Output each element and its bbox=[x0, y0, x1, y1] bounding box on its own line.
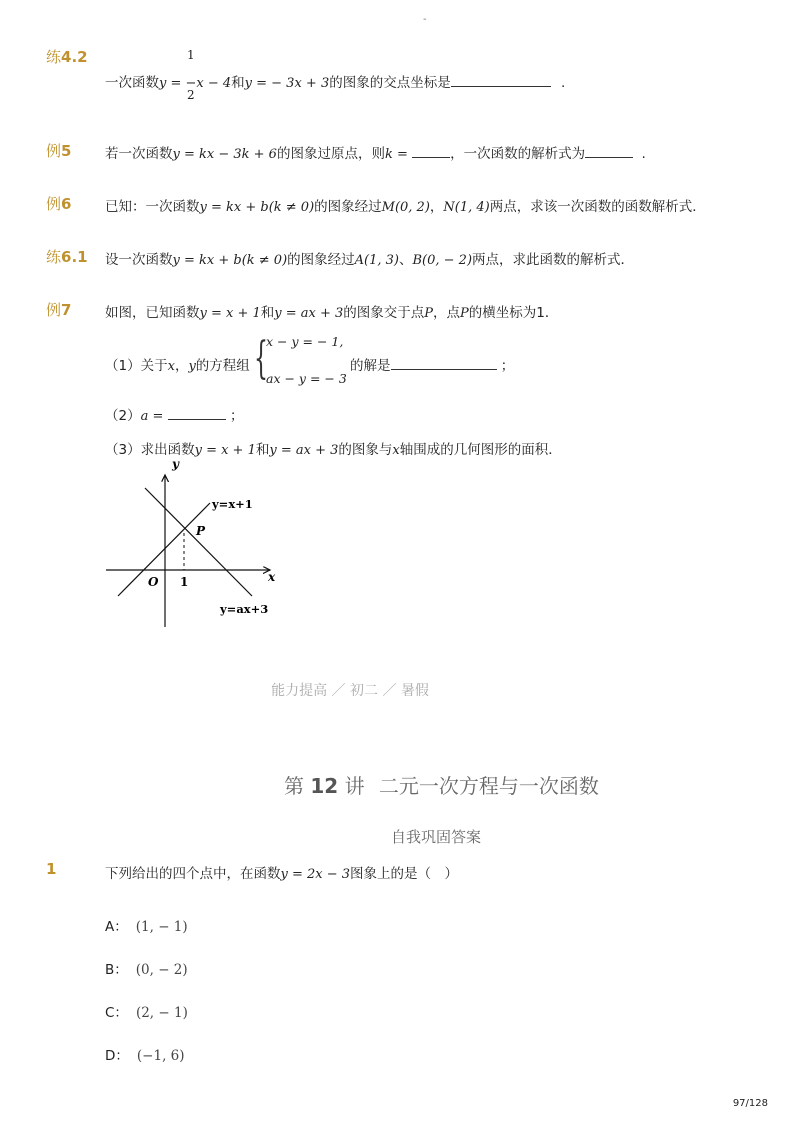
text: 的图象与 bbox=[338, 442, 393, 458]
y-axis-label: y bbox=[172, 457, 179, 471]
page-footer: 能力提高 ／ 初二 ／ 暑假 bbox=[271, 683, 429, 699]
label-prefix: 练 bbox=[46, 48, 62, 66]
section-subtitle: 自我巩固答案 bbox=[391, 828, 482, 846]
math-expression: y = x + 1 bbox=[194, 443, 256, 458]
question-1-text bbox=[105, 862, 458, 882]
label-number: 1 bbox=[46, 860, 57, 878]
text: 的方程组 bbox=[195, 358, 250, 374]
option-value: (0, − 2) bbox=[135, 962, 188, 978]
label-prefix: 例 bbox=[46, 195, 62, 213]
option-value: (−1, 6) bbox=[136, 1048, 185, 1064]
system-equation-2: ax − y = − 3 bbox=[266, 371, 347, 386]
math-expression: y = ax + 3 bbox=[269, 443, 339, 458]
text: 轴围成的几何图形的面积． bbox=[399, 442, 562, 458]
math-expression: a = bbox=[140, 409, 164, 424]
page-number: 97/128 bbox=[732, 1098, 768, 1109]
example-5-text bbox=[105, 142, 646, 162]
text: 设一次函数 bbox=[105, 252, 173, 268]
option-value: (1, − 1) bbox=[135, 919, 188, 935]
semicolon: ； bbox=[229, 408, 244, 424]
question-number-1 bbox=[46, 860, 56, 878]
label-number: 7 bbox=[61, 301, 72, 319]
answer-blank[interactable] bbox=[412, 145, 450, 158]
chapter-heading bbox=[284, 770, 599, 799]
option-letter: D： bbox=[105, 1048, 129, 1064]
origin-label: O bbox=[148, 575, 159, 589]
text: 两点，求此函数的解析式． bbox=[472, 252, 635, 268]
separator: ， bbox=[174, 358, 189, 374]
option-letter: C： bbox=[105, 1005, 128, 1021]
text: （2） bbox=[105, 408, 141, 424]
chapter-number: 12 bbox=[310, 774, 339, 798]
math-expression: N(1, 4) bbox=[443, 200, 490, 215]
text: 和 bbox=[231, 75, 245, 91]
text: 一次函数 bbox=[105, 75, 159, 91]
text: 下列给出的四个点中，在函数 bbox=[105, 866, 281, 882]
answer-blank[interactable] bbox=[585, 145, 633, 158]
label-number: 6 bbox=[61, 195, 72, 213]
option-d[interactable] bbox=[105, 1044, 185, 1064]
math-expression: A(1, 3) bbox=[354, 253, 399, 268]
text: 的解是 bbox=[350, 358, 391, 374]
line2-label: y=ax+3 bbox=[220, 602, 269, 616]
tick-label: 1 bbox=[180, 575, 189, 589]
text: 图象上的是（ ） bbox=[350, 866, 459, 882]
system-brace: { bbox=[254, 333, 268, 384]
chapter-suffix: 讲 bbox=[344, 774, 365, 798]
line-y-x-plus-1 bbox=[118, 503, 210, 596]
label-number: 4.2 bbox=[61, 48, 88, 66]
text: ，一次函数的解析式为 bbox=[450, 146, 586, 162]
label-number: 5 bbox=[61, 142, 72, 160]
exercise-label-4-2 bbox=[46, 46, 88, 67]
label-prefix: 练 bbox=[46, 248, 62, 266]
text: 两点，求该一次函数的函数解析式． bbox=[489, 199, 706, 215]
option-letter: A： bbox=[105, 919, 128, 935]
math-variable: y bbox=[188, 359, 196, 374]
math-expression: y = kx − 3k + 6 bbox=[172, 147, 277, 162]
option-c[interactable] bbox=[105, 1001, 188, 1021]
question-2 bbox=[105, 404, 243, 424]
label-prefix: 例 bbox=[46, 301, 62, 319]
page-mark: - bbox=[423, 14, 427, 25]
math-expression: k = bbox=[384, 147, 408, 162]
period: . bbox=[561, 75, 566, 91]
separator: 、 bbox=[398, 252, 413, 268]
math-variable: P bbox=[424, 306, 434, 321]
example-7-text bbox=[105, 301, 558, 321]
chapter-title: 二元一次方程与一次函数 bbox=[378, 774, 599, 798]
semicolon: ； bbox=[500, 358, 515, 374]
math-variable: x bbox=[392, 443, 400, 458]
chapter-prefix: 第 bbox=[284, 774, 304, 798]
text: 的横坐标为1． bbox=[468, 305, 559, 321]
option-value: (2, − 1) bbox=[135, 1005, 188, 1021]
text: （1）关于 bbox=[105, 358, 168, 374]
system-equation-1: x − y = − 1, bbox=[266, 334, 344, 349]
exercise-4-2-text bbox=[105, 71, 565, 91]
text: 的图象的交点坐标是 bbox=[329, 75, 451, 91]
text: 和 bbox=[255, 442, 270, 458]
math-expression: y = 2x − 3 bbox=[280, 867, 351, 882]
answer-blank[interactable] bbox=[391, 357, 497, 370]
option-letter: B： bbox=[105, 962, 128, 978]
math-expression: B(0, − 2) bbox=[412, 253, 473, 268]
text: 的图象经过 bbox=[314, 199, 382, 215]
math-expression: y = ax + 3 bbox=[274, 306, 344, 321]
period: . bbox=[641, 146, 646, 162]
text: 的图象经过 bbox=[287, 252, 355, 268]
fraction-numerator: 1 bbox=[187, 48, 195, 62]
separator: ， bbox=[429, 199, 444, 215]
text: 和 bbox=[260, 305, 275, 321]
math-expression: y = − 3x + 3 bbox=[244, 76, 330, 91]
math-expression: y = x + 1 bbox=[199, 306, 261, 321]
option-b[interactable] bbox=[105, 958, 188, 978]
example-label-7 bbox=[46, 299, 71, 320]
math-expression: y = −x − 4 bbox=[159, 76, 232, 91]
fraction-denominator: 2 bbox=[187, 88, 195, 102]
text: 若一次函数 bbox=[105, 146, 173, 162]
label-prefix: 例 bbox=[46, 142, 62, 160]
x-axis-label: x bbox=[268, 570, 276, 584]
exercise-6-1-text bbox=[105, 248, 634, 268]
text: 的图象交于点 bbox=[343, 305, 425, 321]
text: （3）求出函数 bbox=[105, 442, 195, 458]
example-label-5 bbox=[46, 140, 71, 161]
example-6-text bbox=[105, 195, 706, 215]
option-a[interactable] bbox=[105, 915, 188, 935]
text: 的图象过原点，则 bbox=[276, 146, 385, 162]
coordinate-figure bbox=[100, 455, 290, 635]
math-expression: y = kx + b(k ≠ 0) bbox=[199, 200, 315, 215]
math-variable: x bbox=[167, 359, 175, 374]
math-expression: y = kx + b(k ≠ 0) bbox=[172, 253, 288, 268]
question-1-prompt bbox=[105, 354, 250, 374]
math-expression: M(0, 2) bbox=[381, 200, 430, 215]
answer-blank[interactable] bbox=[168, 407, 226, 420]
text: 已知：一次函数 bbox=[105, 199, 200, 215]
example-label-6 bbox=[46, 193, 71, 214]
point-label: P bbox=[196, 524, 206, 538]
math-variable: P bbox=[460, 306, 469, 321]
answer-blank[interactable] bbox=[451, 74, 551, 87]
line1-label: y=x+1 bbox=[212, 497, 253, 511]
text: ，点 bbox=[433, 305, 461, 321]
question-1-answer bbox=[350, 354, 514, 374]
exercise-label-6-1 bbox=[46, 246, 88, 267]
text: 如图，已知函数 bbox=[105, 305, 200, 321]
label-number: 6.1 bbox=[61, 248, 88, 266]
